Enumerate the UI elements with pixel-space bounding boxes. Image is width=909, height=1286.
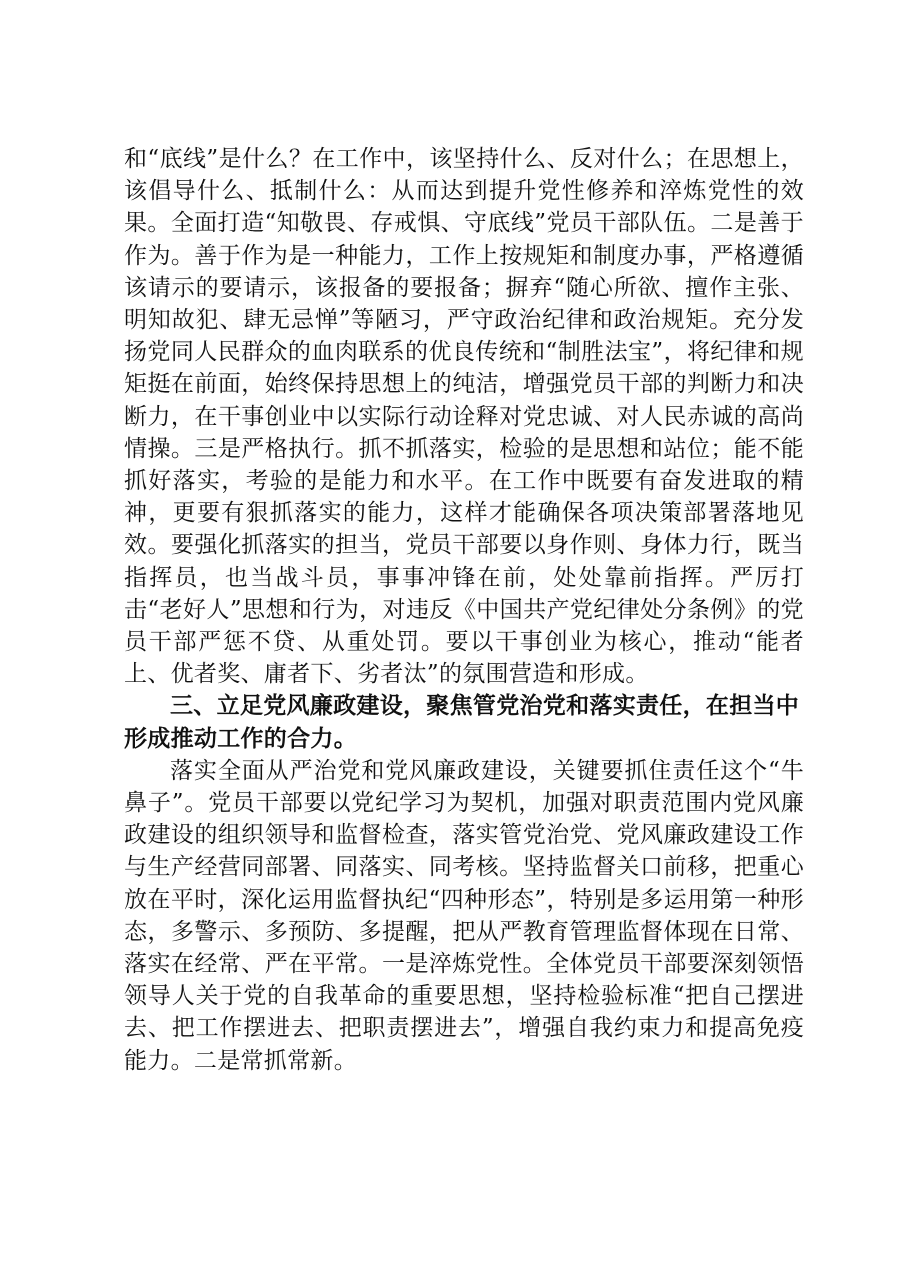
document-page (124, 143, 804, 1077)
section-heading: 三、立足党风廉政建设，聚焦管党治党和落实责任，在担当中形成推动工作的合力。 (124, 693, 800, 752)
body-paragraph: 落实全面从严治党和党风廉政建设，关键要抓住责任这个“牛鼻子”。党员干部要以党纪学习为契机，加强对职责范围内党风廉政建设的组织领导和监督检查，落实管党治党、党风廉政建设工作与生产经营同部署、同落实、同考核。坚持监督关口前移，把重心放在平时，深化运用监督执纪“四种形态”，特别是多运用第一种形态，多警示、多预防、多提醒，把从严教育管理监督体现在日常、落实在经常、严在平常。一是淬炼党性。全体党员干部要深刻领悟领导人关于党的自我革命的重要思想，坚持检验标准“把自己摆进去、把工作摆进去、把职责摆进去”，增强自我约束力和提高免疫能力。二是常抓常新。 (124, 757, 804, 1074)
body-paragraph: 和“底线”是什么？在工作中，该坚持什么、反对什么；在思想上，该倡导什么、抵制什么：从而达到提升党性修养和淬炼党性的效果。全面打造“知敬畏、存戒惧、守底线”党员干部队伍。二是善于作为。善于作为是一种能力，工作上按规矩和制度办事，严格遵循该请示的要请示，该报备的要报备；摒弃“随心所欲、擅作主张、明知故犯、肆无忌惮”等陋习，严守政治纪律和政治规矩。充分发扬党同人民群众的血肉联系的优良传统和“制胜法宝”，将纪律和规矩挺在前面，始终保持思想上的纯洁，增强党员干部的判断力和决断力，在干事创业中以实际行动诠释对党忠诚、对人民赤诚的高尚情操。三是严格执行。抓不抓落实，检验的是思想和站位；能不能抓好落实，考验的是能力和水平。在工作中既要有奋发进取的精神，更要有狠抓落实的能力，这样才能确保各项决策部署落地见效。要强化抓落实的担当，党员干部要以身作则、身体力行，既当指挥员，也当战斗员，事事冲锋在前，处处靠前指挥。严厉打击“老好人”思想和行为，对违反《中国共产党纪律处分条例》的党员干部严惩不贷、从重处罚。要以干事创业为核心，推动“能者上、优者奖、庸者下、劣者汰”的氛围营造和形成。 (124, 146, 804, 688)
